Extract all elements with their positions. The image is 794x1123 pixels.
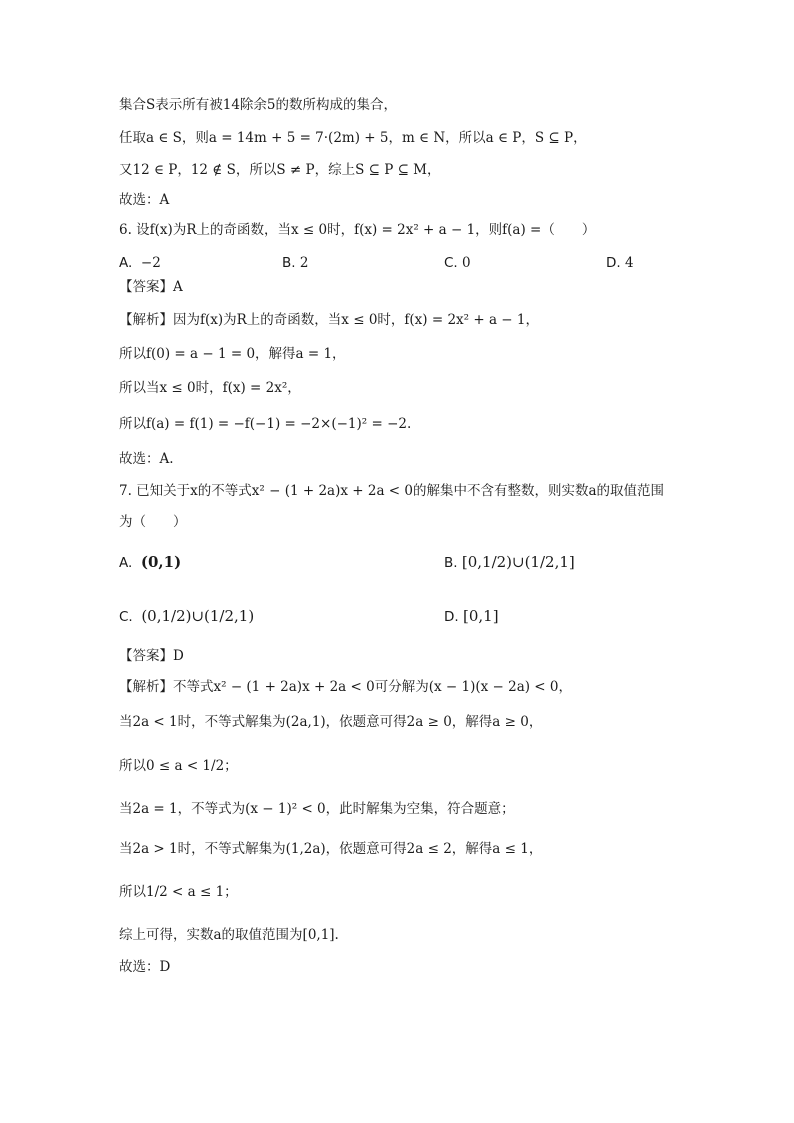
option-label: D. [444, 609, 459, 625]
option-text: [0,1] [462, 607, 499, 625]
option-label: C. [119, 609, 133, 625]
q7-option-d [444, 606, 499, 627]
option-label: D. [606, 255, 621, 271]
text-line: 故选：A [119, 192, 170, 208]
text-line: 所以当x ≤ 0时，f(x) = 2x²， [119, 380, 301, 396]
text-line: 所以1/2 < a ≤ 1； [119, 884, 238, 900]
q6-option-d [606, 253, 634, 273]
question-7-stem: 7. 已知关于x的不等式x² − (1 + 2a)x + 2a < 0的解集中不含有整数，则实数a的取值范围 [119, 483, 665, 499]
q7-option-c [119, 606, 254, 627]
text-line: 当2a < 1时，不等式解集为(2a,1)，依题意可得2a ≥ 0，解得a ≥ 0， [119, 714, 543, 730]
text-line: 当2a > 1时，不等式解集为(1,2a)，依题意可得2a ≤ 2，解得a ≤ 1， [119, 841, 543, 857]
question-6-stem: 6. 设f(x)为R上的奇函数，当x ≤ 0时，f(x) = 2x² + a − 1，则f(a) =（ ） [119, 222, 596, 238]
text-line: 当2a = 1，不等式为(x − 1)² < 0，此时解集为空集，符合题意； [119, 801, 515, 817]
analysis-line: 【解析】不等式x² − (1 + 2a)x + 2a < 0可分解为(x − 1)(x − 2a) < 0， [119, 679, 572, 695]
option-text: (0,1/2)∪(1/2,1) [141, 607, 255, 625]
q6-option-a [119, 253, 161, 273]
text-line: 故选：D [119, 959, 171, 975]
option-text: [0,1/2)∪(1/2,1] [461, 553, 575, 571]
text-line: 集合S表示所有被14除余5的数所构成的集合， [119, 97, 398, 113]
q7-option-b [444, 552, 575, 573]
option-text: 0 [462, 255, 471, 271]
text-line: 综上可得，实数a的取值范围为[0,1]. [119, 927, 339, 943]
option-text: 4 [624, 255, 634, 271]
option-label: B. [282, 255, 296, 271]
answer-line: 【答案】D [119, 648, 184, 664]
option-text: (0,1) [140, 553, 182, 571]
question-7-stem-cont: 为（ ） [119, 514, 187, 530]
text-line: 任取a ∈ S，则a = 14m + 5 = 7·(2m) + 5，m ∈ N，所以a ∈ P，S ⊆ P， [119, 130, 587, 146]
option-label: A. [119, 255, 133, 271]
q6-option-b [282, 253, 308, 273]
answer-line: 【答案】A [119, 279, 183, 295]
text-line: 所以f(0) = a − 1 = 0，解得a = 1， [119, 346, 346, 362]
option-label: C. [444, 255, 458, 271]
option-text: −2 [140, 255, 161, 271]
text-line: 所以f(a) = f(1) = −f(−1) = −2×(−1)² = −2. [119, 416, 412, 432]
option-label: A. [119, 555, 133, 571]
text-line: 故选：A. [119, 451, 174, 467]
text-line: 又12 ∈ P，12 ∉ S，所以S ≠ P，综上S ⊆ P ⊆ M， [119, 162, 441, 178]
option-text: 2 [299, 255, 309, 271]
text-line: 所以0 ≤ a < 1/2； [119, 758, 238, 774]
q6-option-c [444, 253, 471, 273]
option-label: B. [444, 555, 458, 571]
analysis-line: 【解析】因为f(x)为R上的奇函数，当x ≤ 0时，f(x) = 2x² + a − 1， [119, 312, 539, 328]
q7-option-a [119, 552, 181, 573]
